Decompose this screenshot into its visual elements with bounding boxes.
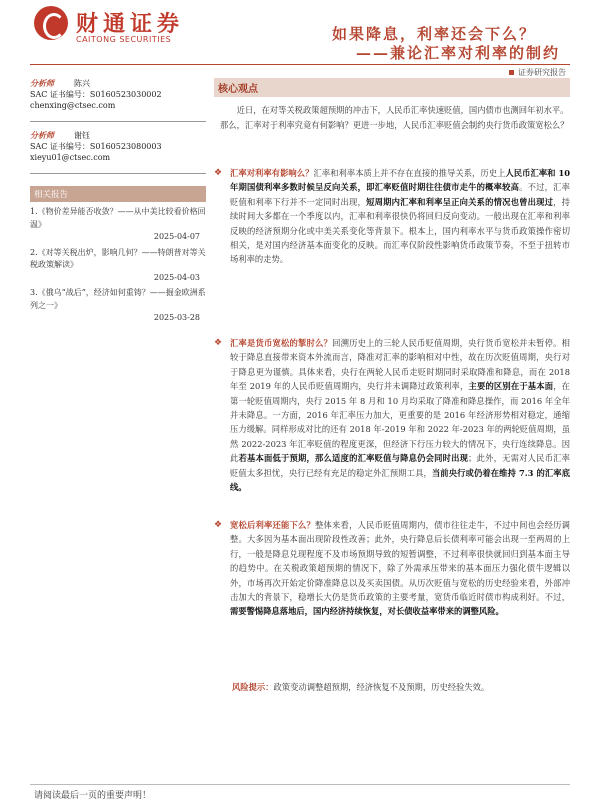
section-paragraph bbox=[230, 166, 570, 267]
logo-english-name: CAITONG SECURITIES bbox=[76, 35, 172, 44]
analyst-card bbox=[30, 130, 206, 163]
core-views-header: 核心观点 bbox=[214, 78, 570, 97]
company-logo bbox=[34, 6, 234, 46]
diamond-bullet-icon: ❖ bbox=[214, 520, 223, 530]
sidebar bbox=[30, 78, 206, 328]
report-type-label: 证券研究报告 bbox=[509, 67, 566, 78]
analyst-email[interactable]: chenxing@ctsec.com bbox=[30, 101, 116, 110]
related-report-date: 2025-04-03 bbox=[153, 272, 200, 282]
analyst-role: 分析师 bbox=[30, 130, 54, 140]
section-lead: 汇率对利率有影响么？ bbox=[230, 168, 314, 178]
footer-divider bbox=[30, 784, 570, 785]
related-report-date: 2025-03-28 bbox=[153, 313, 200, 322]
logo-chinese-name: 财通证券 bbox=[76, 12, 185, 37]
section-exchange-rate-impact bbox=[214, 166, 570, 267]
section-highlight: 主要的区别在于基本面 bbox=[468, 381, 554, 392]
related-reports-list bbox=[30, 202, 206, 325]
section-highlight: 需要警惕降息落地后，国内经济持续恢复，对长债收益率带来的调整风险。 bbox=[230, 606, 504, 617]
section-text: ；此外，无需对人民币汇率贬值太多担忧，央行已经有充足的稳定外汇预期工具， bbox=[230, 453, 570, 478]
section-highlight: 人民币汇率和 10 年期国债利率多数时候呈反向关系，即汇率贬值时期往往债市走牛的概率较高 bbox=[230, 168, 570, 193]
sidebar-divider bbox=[30, 121, 206, 122]
report-subtitle: ——兼论汇率对利率的制约 bbox=[355, 44, 560, 62]
section-paragraph bbox=[230, 518, 570, 619]
diamond-bullet-icon: ❖ bbox=[214, 338, 223, 348]
section-highlight: 当前央行或仍着在维持 7.3 的汇率底线。 bbox=[230, 467, 570, 493]
logo-mark-icon bbox=[34, 6, 68, 40]
related-report-item[interactable] bbox=[30, 287, 206, 325]
diamond-bullet-icon: ❖ bbox=[214, 168, 223, 178]
section-highlight: 短周期内汇率和利率呈正向关系的情况也曾出现过 bbox=[366, 196, 554, 207]
main-content bbox=[214, 78, 570, 132]
analyst-role: 分析师 bbox=[30, 78, 54, 88]
section-text: 回溯历史上的三轮人民币贬值周期，央行货币宽松并未暂停。相较于降息直接带来资本外流而言，降准对汇率的影响相对中性，故在历次贬值周期，央行对于降息更为谨慎。具体来看，央行在两轮人民币走贬时期同时采取降准和降息，而在 2018 年至 2019 年的人民币贬值周期内，央行并未调降过政策利率， bbox=[230, 338, 570, 392]
analyst-name: 谢钰 bbox=[74, 131, 90, 140]
related-report-item[interactable] bbox=[30, 206, 206, 244]
section-text: ，在第一轮贬值周期内，央行 2015 年 8 月和 10 月均采取了降准和降息操作，而 2016 年全年并未降息。一方面，2016 年汇率压力加大，更重要的是 2016 年经济形势相对稳定，通缩压力缓解。同样形成对比的还有 2018 年-2019 年和 2022 年-2023 年的两轮贬值周期，虽然 2022-2023 年汇率贬值的程度更深，但经济下行压力较大的情况下，央行连续降息。因此 bbox=[230, 381, 570, 464]
related-report-title[interactable]: 1.《物价差异能否收敛？——从中美比较看价格回温》 bbox=[30, 207, 206, 229]
related-report-title[interactable]: 2.《对等关税出炉，影响几何？——特朗普对等关税政策解读》 bbox=[30, 247, 206, 269]
analyst-sac-number: SAC 证书编号：S0160523030002 bbox=[30, 90, 162, 99]
related-report-date: 2025-04-07 bbox=[153, 232, 200, 241]
section-monetary-easing bbox=[214, 336, 570, 494]
analyst-email[interactable]: xieyu01@ctsec.com bbox=[30, 153, 111, 162]
section-text: 汇率和利率本质上并不存在直接的推导关系，历史上 bbox=[313, 168, 506, 178]
related-reports-header: 相关报告 bbox=[30, 186, 206, 202]
related-report-title[interactable]: 3.《俄乌“战后”，经济如何重铸？——掘金欧洲系列之一》 bbox=[30, 288, 206, 310]
risk-text: 政策变动调整超预期，经济恢复不及预期，历史经验失效。 bbox=[273, 682, 490, 692]
report-title: 如果降息，利率还会下么？ bbox=[331, 25, 536, 43]
section-text: 。不过，汇率贬值和利率下行并不一定同时出现， bbox=[230, 182, 570, 207]
section-lead: 汇率是货币宽松的掣肘么？ bbox=[230, 338, 333, 348]
analyst-sac-number: SAC 证书编号：S0160523080003 bbox=[30, 142, 162, 151]
analyst-card bbox=[30, 78, 206, 111]
section-paragraph bbox=[230, 336, 570, 494]
related-report-item[interactable] bbox=[30, 247, 206, 285]
section-rates-after-easing bbox=[214, 518, 570, 619]
section-lead: 宽松后利率还能下么？ bbox=[230, 520, 316, 530]
analyst-name: 陈兴 bbox=[74, 79, 90, 88]
footer-disclaimer: 请阅读最后一页的重要声明！ bbox=[34, 791, 152, 800]
header-divider bbox=[30, 64, 570, 65]
risk-label: 风险提示： bbox=[232, 682, 274, 692]
section-highlight: 若基本面低于预期，那么适度的汇率贬值与降息仍会同时出现 bbox=[238, 453, 469, 464]
risk-warning bbox=[232, 681, 489, 693]
section-text: ，持续时间大多都在一个季度以内，汇率和利率很快仍将回归反向变动。一般出现在汇率和利率反映的经济预期分化或中美关系变化等背景下。根本上，国内利率水平与货币政策操作密切相关，是对国内经济基本面变化的反映。而汇率仅阶段性影响货币政策节奏，不至于扭转市场利率的走势。 bbox=[230, 196, 570, 265]
intro-paragraph: 近日，在对等关税政策超预期的冲击下，人民币汇率快速贬值，国内债市也测回年初水平。那么，汇率对于利率究竟有何影响？更进一步地，人民币汇率贬值会制约央行货币政策宽松么？ bbox=[220, 105, 569, 130]
report-header bbox=[0, 0, 600, 77]
section-text: 整体来看，人民币贬值周期内，债市往往走牛，不过中间也会经历调整。大多因为基本面出现阶段性改善；此外，央行降息后长债利率可能会出现一至两周的上行，一般是降息兑现程度不及市场预期导致的短暂调整，不过利率很快就回归到基本面主导的趋势中。在关税政策超预期的情况下，除了外需承压带来的基本面压力强化债牛逻辑以外，市场再次开始定价降准降息以及买卖国债。从历次贬值与宽松的历史经验来看，外部冲击加大的背景下，稳增长大仍是货币政策的主要考量，宽货币临近时债市构成利好。不过， bbox=[230, 520, 570, 603]
sidebar-divider bbox=[30, 173, 206, 174]
